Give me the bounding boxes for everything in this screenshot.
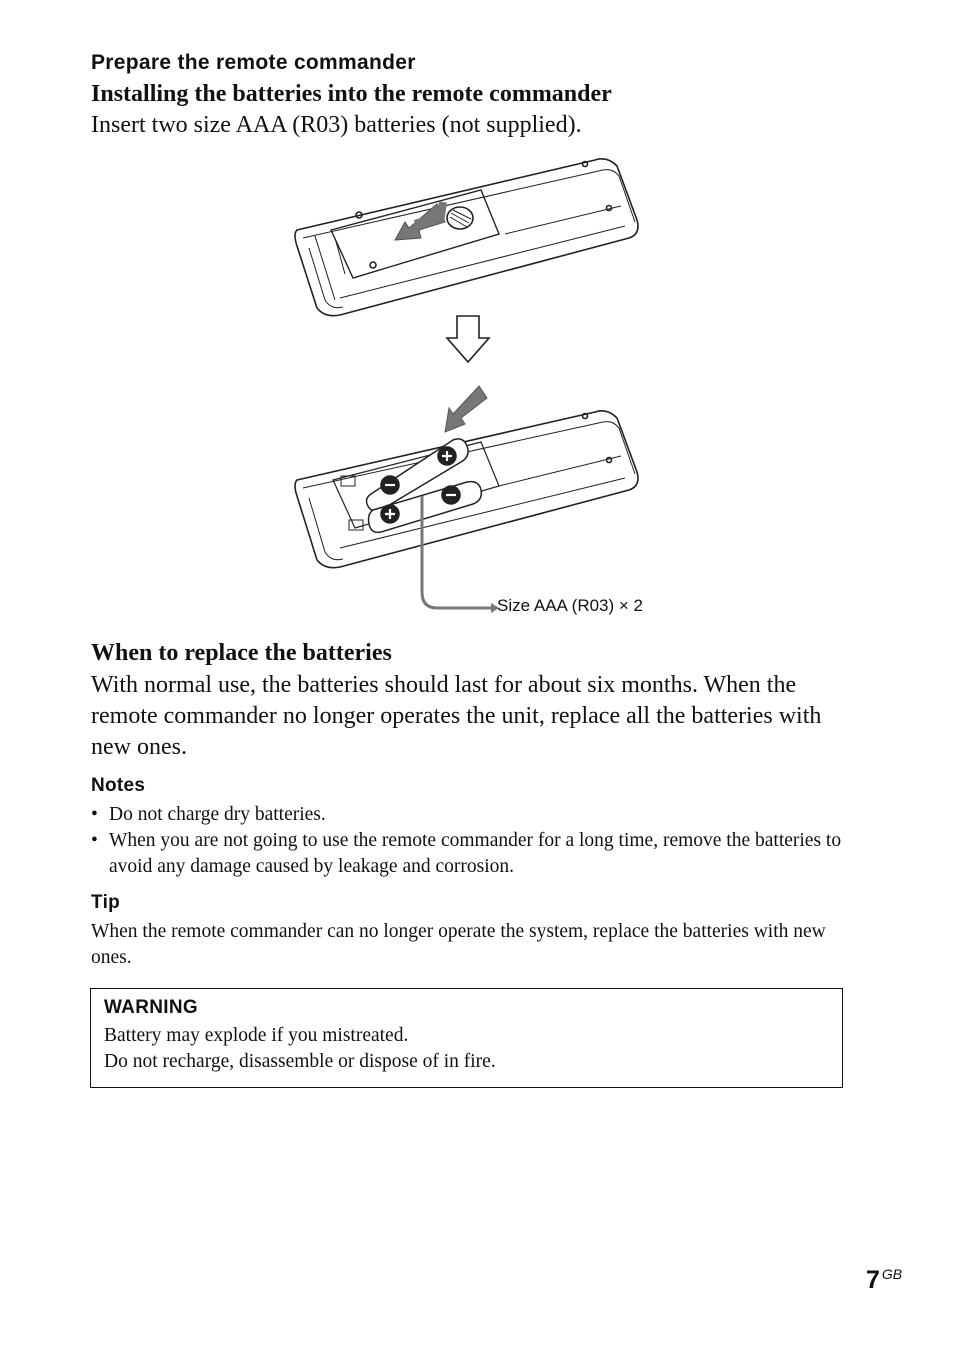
- insert-arrow-icon: [445, 386, 487, 432]
- remote-back-cover-illustration: [295, 159, 638, 316]
- tip-text: When the remote commander can no longer operate the system, replace the batteries with new ones.: [91, 921, 826, 968]
- install-heading: Installing the batteries into the remote commander: [91, 81, 612, 107]
- warning-line: Battery may explode if you mistreated.: [104, 1025, 409, 1046]
- down-arrow-icon: [447, 316, 489, 362]
- page-number-value: 7: [866, 1266, 880, 1294]
- install-text: Insert two size AAA (R03) batteries (not supplied).: [91, 112, 582, 138]
- tip-heading: Tip: [91, 892, 121, 913]
- page-number: [866, 1266, 902, 1295]
- notes-list: [91, 802, 851, 880]
- warning-line: Do not recharge, disassemble or dispose of in fire.: [104, 1051, 496, 1072]
- battery-size-label: Size AAA (R03) × 2: [497, 596, 643, 615]
- section-heading: Prepare the remote commander: [91, 51, 416, 74]
- list-item: • Do not charge dry batteries.: [91, 804, 326, 825]
- replace-text: With normal use, the batteries should last for about six months. When the remote commander no longer operates the unit, replace all the batteries with new ones.: [91, 672, 822, 760]
- replace-heading: When to replace the batteries: [91, 640, 392, 666]
- warning-text: [104, 1023, 496, 1075]
- page-suffix: GB: [881, 1266, 903, 1282]
- notes-heading: Notes: [91, 775, 146, 796]
- warning-title: WARNING: [104, 997, 198, 1018]
- list-item: • When you are not going to use the remote commander for a long time, remove the batteries to avoid any damage caused by leakage and corrosion.: [91, 830, 842, 877]
- warning-box: [90, 988, 843, 1088]
- battery-installation-figure: [285, 150, 685, 620]
